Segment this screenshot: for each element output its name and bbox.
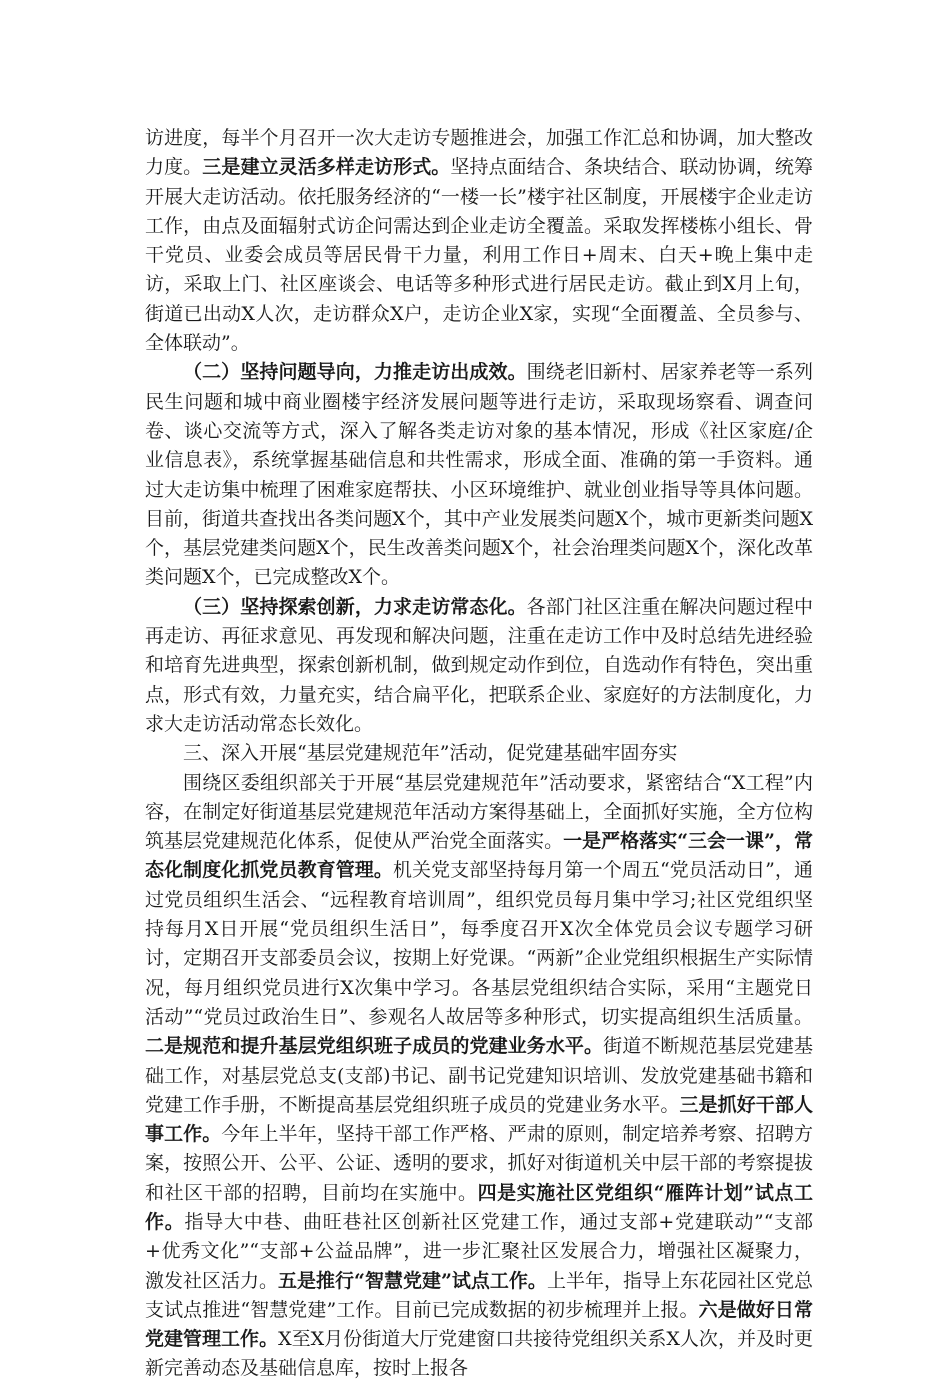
paragraph [145, 124, 813, 358]
paragraph [145, 593, 813, 739]
bold-text-segment: 三是建立灵活多样走访形式。 [202, 156, 451, 179]
bold-text-segment: （三）坚持探索创新，力求走访常态化。 [183, 595, 527, 618]
text-segment: 围绕区委组织部关于开展“基层党建规范年”活动要求，紧密结合“X工程”内容，在制定好街道基层党建规范年活动方案得基础上，全面抓好实施，全方位构筑基层党建规范化体系，促使从严治党全面落实。 [145, 771, 813, 853]
text-segment: 访进度，每半个月召开一次大走访专题推进会，加强工作汇总和协调，加大整改力度。 [145, 127, 813, 179]
text-segment: 街道不断规范基层党建基础工作，对基层党总支(支部)书记、副书记党建知识培训、发放党建基础书籍和党建工作手册，不断提高基层党组织班子成员的党建业务水平。 [145, 1035, 813, 1116]
bold-text-segment: 一是严格落实“三会一课”，常态化制度化抓党员教育管理。 [145, 830, 813, 882]
document-body [145, 124, 813, 1384]
paragraph [145, 739, 813, 768]
text-segment: 机关党支部坚持每月第一个周五“党员活动日”，通过党员组织生活会、“远程教育培训周”，组织党员每月集中学习;社区党组织坚持每月X日开展“党员组织生活日”，每季度召开X次全体党员会议专题学习研讨，定期召开支部委员会议，按期上好党课。“两新”企业党组织根据生产实际情况，每月组织党员进行X次集中学习。各基层党组织结合实际，采用“主题党日活动”“党员过政治生日”、参观名人故居等多种形式，切实提高组织生活质量。 [145, 859, 813, 1028]
text-segment: 上半年，指导上东花园社区党总支试点推进“智慧党建”工作。目前已完成数据的初步梳理并上报。 [145, 1269, 813, 1321]
text-segment: X至X月份街道大厅党建窗口共接待党组织关系X人次，并及时更新完善动态及基础信息库，按时上报各 [145, 1328, 813, 1380]
text-segment: 指导大中巷、曲旺巷社区创新社区党建工作，通过支部+党建联动”“支部+优秀文化”“支部+公益品牌”，进一步汇聚社区发展合力，增强社区凝聚力，激发社区活力。 [145, 1210, 813, 1292]
bold-text-segment: 四是实施社区党组织“雁阵计划”试点工作。 [145, 1181, 813, 1233]
bold-text-segment: 六是做好日常党建管理工作。 [145, 1298, 813, 1351]
text-segment: 各部门社区注重在解决问题过程中再走访、再征求意见、再发现和解决问题，注重在走访工作中及时总结先进经验和培育先进典型，探索创新机制，做到规定动作到位，自选动作有特色，突出重点，形式有效，力量充实，结合扁平化，把联系企业、家庭好的方法制度化，力求大走访活动常态长效化。 [145, 595, 813, 735]
bold-text-segment: 二是规范和提升基层党组织班子成员的党建业务水平。 [145, 1035, 604, 1058]
text-segment: 坚持点面结合、条块结合、联动协调，统筹开展大走访活动。依托服务经济的“一楼一长”楼宇社区制度，开展楼宇企业走访工作，由点及面辐射式访企问需达到企业走访全覆盖。采取发挥楼栋小组长、骨干党员、业委会成员等居民骨干力量，利用工作日+周末、白天+晚上集中走访，采取上门、社区座谈会、电话等多种形式进行居民走访。截止到X月上旬，街道已出动X人次，走访群众X户，走访企业X家，实现“全面覆盖、全员参与、全体联动”。 [145, 156, 813, 355]
paragraph [145, 769, 813, 1384]
text-segment: 围绕老旧新村、居家养老等一系列民生问题和城中商业圈楼宇经济发展问题等进行走访，采取现场察看、调查问卷、谈心交流等方式，深入了解各类走访对象的基本情况，形成《社区家庭/企业信息表》，系统掌握基础信息和共性需求，形成全面、准确的第一手资料。通过大走访集中梳理了困难家庭帮扶、小区环境维护、就业创业指导等具体问题。目前，街道共查找出各类问题X个，其中产业发展类问题X个，城市更新类问题X个，基层党建类问题X个，民生改善类问题X个，社会治理类问题X个，深化改革类问题X个，已完成整改X个。 [145, 361, 813, 589]
bold-text-segment: （二）坚持问题导向，力推走访出成效。 [183, 361, 527, 384]
text-segment: 今年上半年，坚持干部工作严格、严肃的原则，制定培养考察、招聘方案，按照公开、公平、公证、透明的要求，抓好对街道机关中层干部的考察提拔和社区干部的招聘，目前均在实施中。 [145, 1123, 813, 1204]
bold-text-segment: 五是推行“智慧党建”试点工作。 [278, 1269, 547, 1292]
text-segment: 三、深入开展“基层党建规范年”活动，促党建基础牢固夯实 [183, 742, 678, 765]
bold-text-segment: 三是抓好干部人事工作。 [145, 1093, 813, 1146]
paragraph [145, 358, 813, 592]
